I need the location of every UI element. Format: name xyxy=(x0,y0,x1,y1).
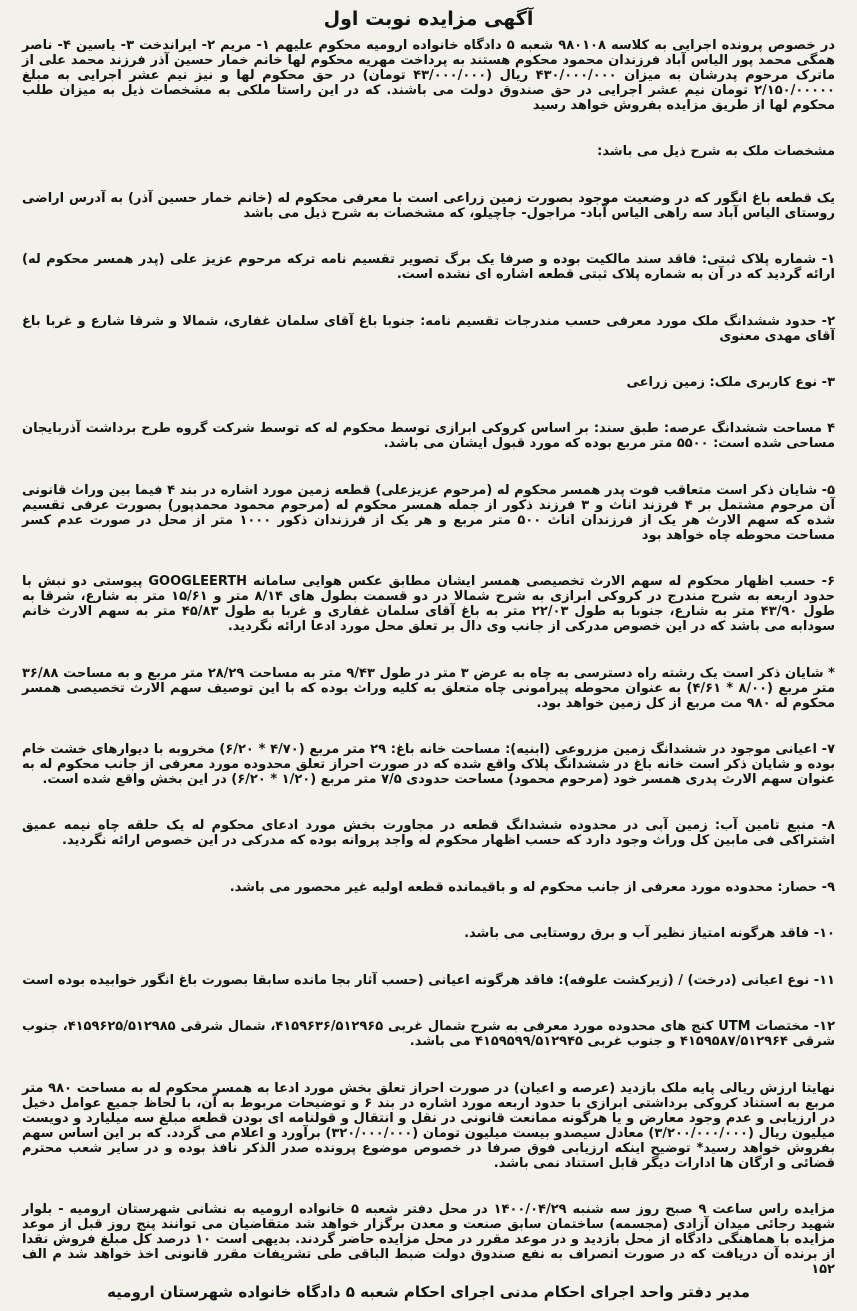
paragraph-item-1: ۱- شماره پلاک ثبتی: فاقد سند مالکیت بوده و صرفا یک برگ تصویر تقسیم نامه ترکه مرحوم عزیز علی (پدر همسر محکوم له) ارائه گردید که در آن به شماره پلاک ثبتی قطعه اشاره ای نشده است. xyxy=(22,252,835,283)
paragraph-item-12: ۱۲- مختصات UTM کنج های محدوده مورد معرفی به شرح شمال غربی ۴۱۵۹۶۳۶/۵۱۲۹۶۵، شمال شرقی ۴۱۵۹۶۲۵/۵۱۲۹۸۵، جنوب شرقی ۴۱۵۹۵۸۷/۵۱۲۹۶۴ و جنوب غربی ۴۱۵۹۵۹۹/۵۱۲۹۴۵ می باشد. xyxy=(22,1019,836,1050)
paragraph-property-description: یک قطعه باغ انگور که در وضعیت موجود بصورت زمین زراعی است با معرفی محکوم له (خانم خمار حسین آذر) به آدرس اراضی روستای الیاس آباد سه راهی الیاس آباد- مراجول- جاچیلو، که مشخصات به شرح ذیل می باشد xyxy=(22,190,835,221)
paragraph-item-2: ۲- حدود ششدانگ ملک مورد معرفی حسب مندرجات تقسیم نامه: جنوبا باغ آقای سلمان غفاری، شمالا و شرقا شارع و غربا باغ آقای مهدی معنوی xyxy=(22,313,835,344)
notice-body xyxy=(22,38,835,1277)
paragraph-item-4: ۴ مساحت ششدانگ عرصه: طبق سند: بر اساس کروکی ابرازی توسط محکوم له که توسط شرکت گروه طرح برداشت آذربایجان مساحی شده است: ۵۵۰۰ متر مربع بوده که مورد قبول ایشان می باشد. xyxy=(22,421,835,452)
notice-title: آگهی مزایده نوبت اول xyxy=(323,8,534,30)
paragraph-item-11: ۱۱- نوع اعیانی (درخت) / (زیرکشت علوفه): فاقد هرگونه اعیانی (حسب آثار بجا مانده سابقا بصورت باغ انگور خوابیده بوده است xyxy=(22,972,835,988)
paragraph-item-6: ۶- حسب اظهار محکوم له سهم الارث تخصیصی همسر ایشان مطابق عکس هوایی سامانه GOOGLEERTH پیوستی دو نبش با حدود اربعه به شرح مندرج در کروکی ابرازی به شرح شمالا در دو قسمت بطول های ۸/۱۴ متر و ۱۵/۶۱ متر به شارع، شرقا به طول ۴۳/۹۰ متر به شارع، جنوبا به طول ۲۲/۰۳ متر به باغ آقای سلمان غفاری و غربا به طول ۴۵/۸۳ متر به سهم الارث خانم سودابه می باشد که در این خصوص مدرکی از جانب وی دال بر تعلق محل مورد ادعا ارائه نگردید. xyxy=(22,574,836,635)
paragraph-note-access-road: * شایان ذکر است یک رشته راه دسترسی به چاه به عرض ۳ متر در طول ۹/۴۳ متر به مساحت ۲۸/۲۹ متر مربع و به مساحت ۳۶/۸۸ متر مربع (۸/۰۰ * ۴/۶۱) به عنوان محوطه پیرامونی چاه متعلق به کلیه وراث بوده که با این توصیف سهم الارث تخصیصی همسر محکوم له ۹۸۰ مت مربع از کل زمین خواهد بود. xyxy=(22,665,835,711)
paragraph-item-9: ۹- حصار: محدوده مورد معرفی از جانب محکوم له و باقیمانده قطعه اولیه غیر محصور می باشد. xyxy=(229,879,835,895)
paragraph-item-10: ۱۰- فاقد هرگونه امتیاز نظیر آب و برق روستایی می باشد. xyxy=(464,926,835,942)
paragraph-valuation: نهایتا ارزش ریالی پایه ملک بازدید (عرصه و اعیان) در صورت احراز تعلق بخش مورد ادعا به همسر محکوم له به مساحت ۹۸۰ متر مربع به استناد کروکی برداشتی ابرازی با حدود اربعه مورد اشاره در بند ۶ و توضیحات مربوط به آن، با لحاظ جمیع عوامل دخیل در ارزیابی و عدم وجود معارض و یا هرگونه ممانعت قانونی در نقل و انتقال و قولنامه ای بودن قطعه مبلغ سه میلیارد و دویست میلیون ریال (۳/۲۰۰/۰۰۰/۰۰۰) معادل سیصدو بیست میلیون تومان (۳۲۰/۰۰۰/۰۰۰) برآورد و اعلام می گردد. که بر این اساس سهم بفروش خواهد رسید* توضیح اینکه ارزیابی فوق صرفا در خصوص موضوع پرونده صدر الذکر نافذ بوده و در سایر شعب محترم قضائی و ارگان ها ادارات دیگر قابل استناد نمی باشد. xyxy=(22,1080,836,1171)
paragraph-auction-details: مزایده راس ساعت ۹ صبح روز سه شنبه ۱۴۰۰/۰۴/۲۹ در محل دفتر شعبه ۵ خانواده ارومیه به نشانی شهرستان ارومیه - بلوار شهید رجائی میدان آزادی (مجسمه) ساختمان سابق صنعت و معدن برگزار خواهد شد متقاضیان می توانند پنج روز قبل از موعد مزایده با هماهنگی دادگاه از محل بازدید و در موعد مقرر در محل مزایده حاضر گردند. بدیهی است ۱۰ درصد کل مبلغ فروش نقدا از برنده آن دریافت که در صورت انصراف به نفع صندوق دولت ضبط الباقی طی تشریفات مقرر قانونی اخذ خواهد شد م الف ۱۵۲ xyxy=(22,1201,836,1277)
notice-signature: مدیر دفتر واحد اجرای احکام مدنی اجرای احکام شعبه ۵ دادگاه خانواده شهرستان ارومیه xyxy=(107,1283,750,1301)
paragraph-property-heading: مشخصات ملک به شرح ذیل می باشد: xyxy=(597,144,835,160)
paragraph-item-8: ۸- منبع تامین آب: زمین آبی در محدوده ششدانگ قطعه در مجاورت بخش مورد ادعای محکوم له یک حلقه چاه نیمه عمیق اشتراکی فی مابین کل وراث وجود دارد که حسب اظهار محکوم له واجد پروانه بوده که مدرکی در این خصوص ارائه نگردید. xyxy=(22,818,835,849)
paragraph-item-7: ۷- اعیانی موجود در ششدانگ زمین مزروعی (ابنیه): مساحت خانه باغ: ۲۹ متر مربع (۴/۷۰ * ۶/۲۰) مخروبه با دیوارهای خشت خام بوده و شایان ذکر است خانه باغ در ششدانگ پلاک واقع شده که در صورت احراز تعلق محدوده مورد معرفی از جانب محکوم له به عنوان سهم الارث پدری همسر خود (مرحوم محمود) مساحت حدودی ۷/۵ متر مربع (۱/۲۰ * ۶/۲۰) در این بخش واقع شده است. xyxy=(22,742,835,788)
paragraph-item-5: ۵- شایان ذکر است متعاقب فوت پدر همسر محکوم له (مرحوم عزیزعلی) قطعه زمین مورد اشاره در بند ۴ فیما بین وراث قانونی آن مرحوم مشتمل بر ۴ فرزند اناث و ۳ فرزند ذکور از جمله همسر محکوم له (مرحوم محمود محمدپور) بصورت عرفی تقسیم شده که سهم الارث هر یک از فرزندان اناث ۵۰۰ متر مربع و هر یک از فرزندان ذکور ۱۰۰۰ متر از محل در صورت عدم کسر مساحت محوطه چاه خواهد بود xyxy=(22,482,835,543)
paragraph-item-3: ۳- نوع کاربری ملک: زمین زراعی xyxy=(626,375,835,391)
paragraph-intro: در خصوص پرونده اجرایی به کلاسه ۹۸۰۱۰۸ شعبه ۵ دادگاه خانواده ارومیه محکوم علیهم ۱- مریم ۲- ایراندخت ۳- یاسین ۴- ناصر همگی محمد پور الیاس آباد فرزندان محمود محکوم هستند به پرداخت مهریه محکوم لها خانم خمار حسین آذر فرزند محمد علی از ماترک مرحوم پدرشان به میزان ۴۳۰/۰۰۰/۰۰۰ ریال (۴۳/۰۰۰/۰۰۰ تومان) در حق محکوم لها و نیز نیم عشر اجرایی به مبلغ ۲/۱۵۰/۰۰۰۰۰ تومان نیم عشر اجرایی در حق صندوق دولت می باشند. که در این راستا ملکی به مشخصات ذیل به میزان طلب محکوم لها از طریق مزایده بفروش خواهد رسید xyxy=(22,38,835,113)
